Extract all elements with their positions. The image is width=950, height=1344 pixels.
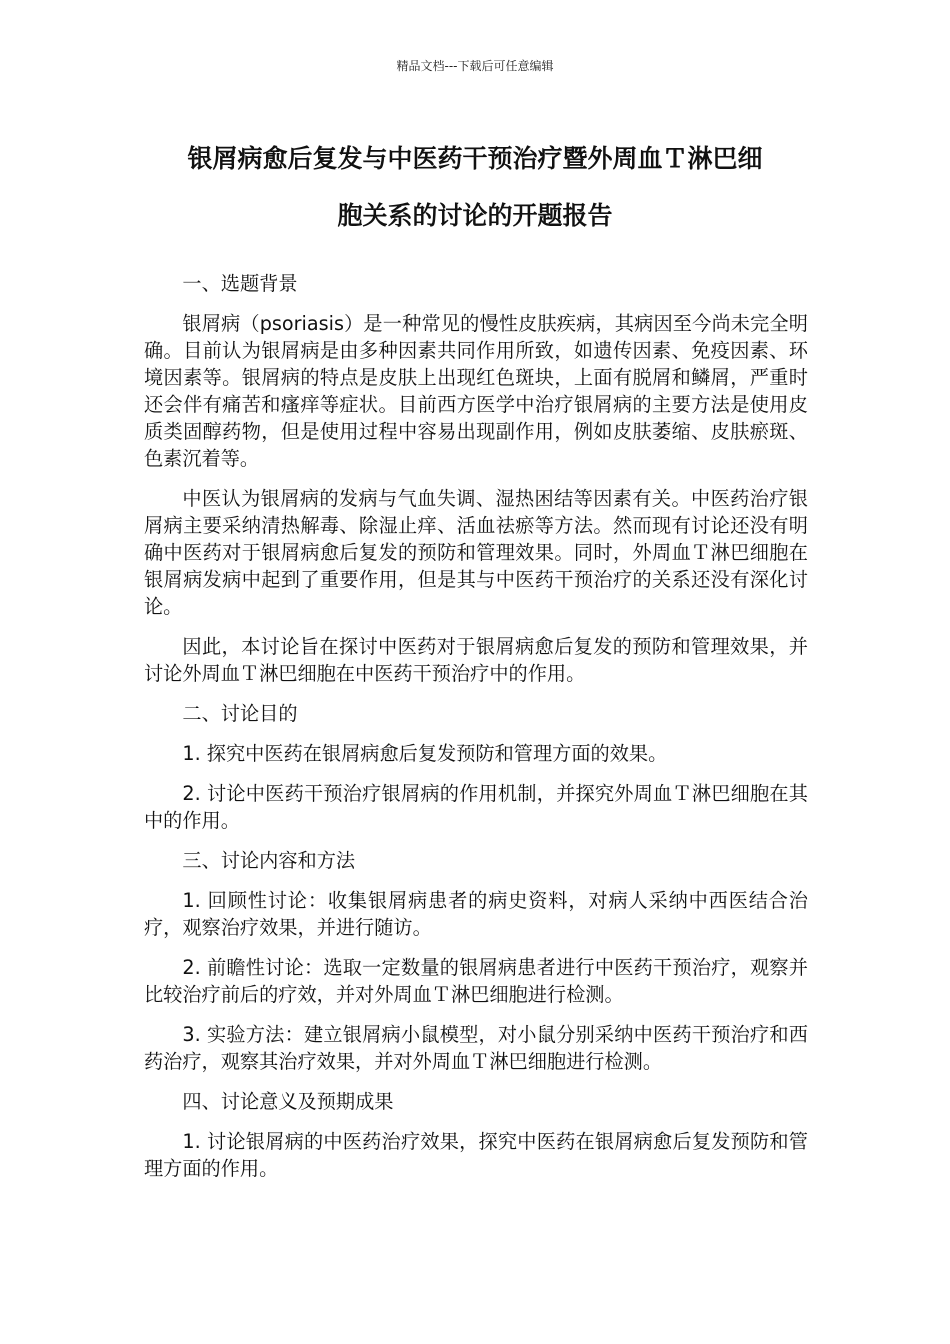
page-header: 精品文档---下载后可任意编辑 — [396, 59, 554, 73]
section-heading-background: 一、选题背景 — [182, 272, 298, 295]
objective-item-1: 1. 探究中医药在银屑病愈后复发预防和管理方面的效果。 — [182, 742, 668, 765]
document-body — [144, 270, 808, 1195]
method-item-1: 1. 回顾性讨论：收集银屑病患者的病史资料，对病人采纳中西医结合治疗，观察治疗效果，并进行随访。 — [144, 889, 808, 939]
document-title-line-2: 胞关系的讨论的开题报告 — [337, 201, 613, 230]
method-item-3: 3. 实验方法：建立银屑病小鼠模型，对小鼠分别采纳中医药干预治疗和西药治疗，观察其治疗效果，并对外周血Ｔ淋巴细胞进行检测。 — [144, 1023, 808, 1073]
paragraph-study-aim: 因此，本讨论旨在探讨中医药对于银屑病愈后复发的预防和管理效果，并讨论外周血Ｔ淋巴细胞在中医药干预治疗中的作用。 — [144, 635, 808, 685]
document-title — [140, 130, 810, 244]
significance-item-1: 1. 讨论银屑病的中医药治疗效果，探究中医药在银屑病愈后复发预防和管理方面的作用。 — [144, 1130, 808, 1180]
objective-item-2: 2. 讨论中医药干预治疗银屑病的作用机制，并探究外周血Ｔ淋巴细胞在其中的作用。 — [144, 782, 808, 832]
method-item-2: 2. 前瞻性讨论：选取一定数量的银屑病患者进行中医药干预治疗，观察并比较治疗前后的疗效，并对外周血Ｔ淋巴细胞进行检测。 — [144, 956, 808, 1006]
paragraph-tcm-view: 中医认为银屑病的发病与气血失调、湿热困结等因素有关。中医药治疗银屑病主要采纳清热解毒、除湿止痒、活血祛瘀等方法。然而现有讨论还没有明确中医药对于银屑病愈后复发的预防和管理效果。同时，外周血Ｔ淋巴细胞在银屑病发病中起到了重要作用，但是其与中医药干预治疗的关系还没有深化讨论。 — [144, 487, 808, 618]
paragraph-psoriasis-overview: 银屑病（psoriasis）是一种常见的慢性皮肤疾病，其病因至今尚未完全明确。目前认为银屑病是由多种因素共同作用所致，如遗传因素、免疫因素、环境因素等。银屑病的特点是皮肤上出现红色斑块，上面有脱屑和鳞屑，严重时还会伴有痛苦和瘙痒等症状。目前西方医学中治疗银屑病的主要方法是使用皮质类固醇药物，但是使用过程中容易出现副作用，例如皮肤萎缩、皮肤瘀斑、色素沉着等。 — [144, 312, 808, 470]
document-title-line-1: 银屑病愈后复发与中医药干预治疗暨外周血Ｔ淋巴细 — [187, 144, 763, 173]
section-heading-significance: 四、讨论意义及预期成果 — [182, 1090, 394, 1113]
section-heading-methods: 三、讨论内容和方法 — [182, 849, 356, 872]
section-heading-objectives: 二、讨论目的 — [182, 702, 298, 725]
